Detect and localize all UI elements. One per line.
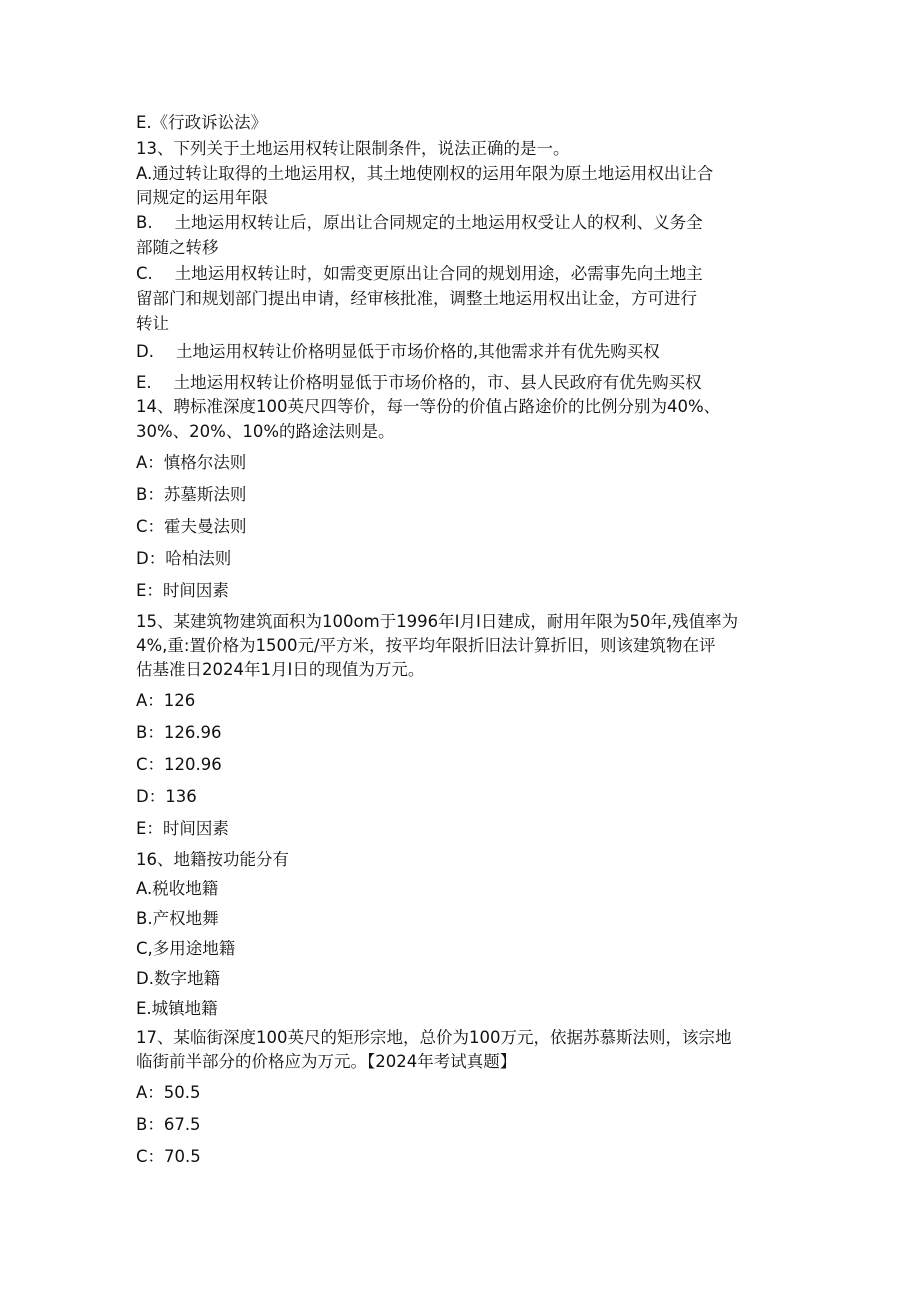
option-line-continued: 部随之转移 bbox=[136, 238, 219, 257]
option-line-continued: 留部门和规划部门提出申请，经审核批准，调整土地运用权出让金，方可进行 bbox=[136, 289, 697, 308]
option-line: E.城镇地籍 bbox=[136, 999, 218, 1018]
option-line: A：126 bbox=[136, 691, 196, 710]
option-text: 土地运用权转让价格明显低于市场价格的，市、县人民政府有优先购买权 bbox=[173, 373, 702, 392]
option-line: D：哈柏法则 bbox=[136, 549, 232, 568]
option-line: C：120.96 bbox=[136, 755, 222, 774]
option-letter: B. bbox=[136, 213, 153, 232]
option-line: E：时间因素 bbox=[136, 581, 229, 600]
option-line: D.数字地籍 bbox=[136, 969, 220, 988]
option-line: D：136 bbox=[136, 787, 197, 806]
option-line: B.产权地舞 bbox=[136, 909, 219, 928]
option-letter: C. bbox=[136, 264, 153, 283]
option-line: A：50.5 bbox=[136, 1083, 201, 1102]
option-line bbox=[136, 263, 796, 285]
option-line: A.通过转让取得的土地运用权，其土地使刚权的运用年限为原土地运用权出让合 bbox=[136, 164, 714, 183]
option-line-continued: 转让 bbox=[136, 314, 169, 333]
option-line bbox=[136, 372, 796, 394]
question-17: 17、某临街深度100英尺的矩形宗地，总价为100万元，依据苏慕斯法则，该宗地 bbox=[136, 1028, 732, 1047]
question-14: 14、聘标准深度100英尺四等价，每一等份的价值占路途价的比例分别为40%、 bbox=[136, 397, 721, 416]
option-line: B：126.96 bbox=[136, 723, 222, 742]
question-17-continued: 临街前半部分的价格应为万元。【2024年考试真题】 bbox=[136, 1052, 517, 1071]
option-text: 土地运用权转让价格明显低于市场价格的,其他需求并有优先购买权 bbox=[175, 342, 660, 361]
option-line: E.《行政诉讼法》 bbox=[136, 113, 268, 132]
option-line: B：67.5 bbox=[136, 1115, 201, 1134]
option-line: C：70.5 bbox=[136, 1147, 201, 1166]
option-line: C：霍夫曼法则 bbox=[136, 517, 247, 536]
option-line bbox=[136, 341, 796, 363]
option-line: E：时间因素 bbox=[136, 819, 229, 838]
question-14-continued: 30%、20%、10%的路途法则是。 bbox=[136, 422, 395, 441]
question-15: 15、某建筑物建筑面积为100om于1996年I月I日建成，耐用年限为50年,残值率为 bbox=[136, 612, 739, 631]
option-line: A：慎格尔法则 bbox=[136, 453, 247, 472]
question-13: 13、下列关于土地运用权转让限制条件，说法正确的是一。 bbox=[136, 139, 570, 158]
question-16: 16、地籍按功能分有 bbox=[136, 850, 289, 869]
question-15-continued: 估基准日2024年1月I日的现值为万元。 bbox=[136, 660, 425, 679]
option-letter: E. bbox=[136, 373, 152, 392]
question-15-continued: 4%,重:置价格为1500元/平方米，按平均年限折旧法计算折旧，则该建筑物在评 bbox=[136, 636, 716, 655]
option-text: 土地运用权转让时，如需变更原出让合同的规划用途，必需事先向土地主 bbox=[174, 264, 703, 283]
option-line: C,多用途地籍 bbox=[136, 939, 236, 958]
option-line-continued: 同规定的运用年限 bbox=[136, 188, 268, 207]
option-letter: D. bbox=[136, 342, 154, 361]
option-line: A.税收地籍 bbox=[136, 879, 219, 898]
option-line: B：苏墓斯法则 bbox=[136, 485, 247, 504]
option-text: 土地运用权转让后，原出让合同规定的土地运用权受让人的权利、义务全 bbox=[174, 213, 703, 232]
option-line bbox=[136, 212, 796, 234]
